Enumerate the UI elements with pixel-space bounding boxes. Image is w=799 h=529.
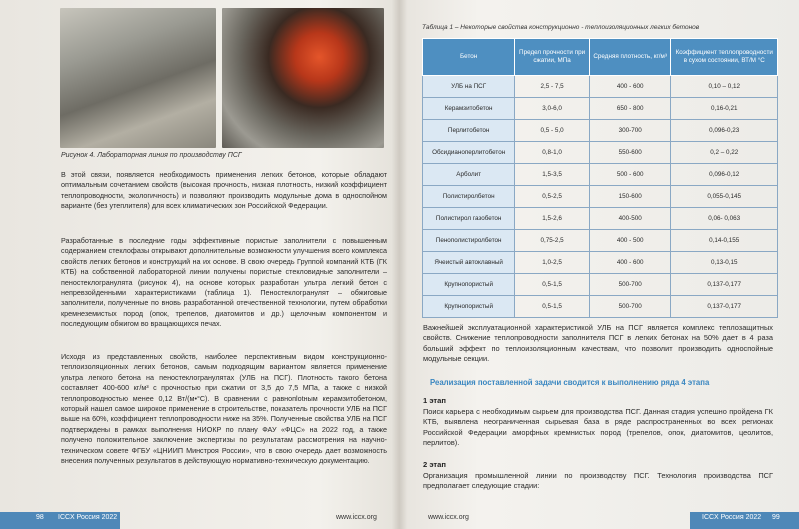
cell-concrete: Обсидианоперлитобетон — [423, 142, 515, 164]
cell-concrete: Арболит — [423, 164, 515, 186]
paragraph-3: Исходя из представленных свойств, наиболее перспективным видом конструкционно-теплоизоляционных легких бетонов, самым подходящим вариантом является применение ультра легкого бетона на пеностеклогранулятах (УЛБ на ПСГ). Плотность такого бетона составляет 400-600 кг/м³ с прочностью при сжатии от 3,5 до 7,5 МПа, а также с низкой теплопроводностью менее 0,12 Вт/(м•°С). В сравнении с равнопlotным керамзитобетоном, который нашел самое широкое применение в строительстве, показатель прочности УЛБ на ПСГ выше на 60%, коэффициент теплопроводности ниже на 35%. Полученные свойства УЛБ на ПСГ подтверждены в рамках выполнения НИОКР по плану ФАУ «ФЦС» на 2022 год, а также получено положительное заключение экспертизы по результатам рассмотрения на научно-техническом совете ФГБУ «ЦНИИП Минстроя России», что в свою очередь дает возможность внесения полученных результатов в действующую нормативно-техническую документацию. — [61, 352, 387, 466]
cell-density: 550-600 — [589, 142, 671, 164]
cell-strength: 1,5-3,5 — [515, 164, 590, 186]
paragraph-thermal: Важнейшей эксплуатационной характеристикой УЛБ на ПСГ является комплекс теплозащитных свойств. Снижение теплопроводности заполнителя ПСГ в легких бетонах на 50% дает в 4 раза больший эффект по теплоизоляционным качествам, что позволит производить односпойные модульные секции. — [423, 323, 773, 364]
cell-conductivity: 0,096-0,12 — [671, 164, 778, 186]
cell-strength: 0,5-1,5 — [515, 296, 590, 318]
cell-concrete: УЛБ на ПСГ — [423, 76, 515, 98]
cell-concrete: Крупнопористый — [423, 296, 515, 318]
table-header-row — [423, 39, 778, 76]
cell-strength: 3,0-6,0 — [515, 98, 590, 120]
cell-density: 400 - 600 — [589, 252, 671, 274]
cell-conductivity: 0,13-0,15 — [671, 252, 778, 274]
table-row — [423, 98, 778, 120]
page-number-right: 99 — [772, 514, 780, 521]
header-density: Средняя плотность, кг/м³ — [589, 39, 671, 76]
cell-density: 150-600 — [589, 186, 671, 208]
table-row — [423, 76, 778, 98]
cell-concrete: Керамзитобетон — [423, 98, 515, 120]
cell-density: 400 - 600 — [589, 76, 671, 98]
cell-density: 500-700 — [589, 274, 671, 296]
cell-density: 400 - 500 — [589, 230, 671, 252]
paragraph-1: В этой связи, появляется необходимость применения легких бетонов, которые обладают оптимальным сочетанием свойств (высокая прочность, низкая плотность, низкий коэффициент теплопроводности, экологичность) и позволяют производить модульные дома в односпойном варианте (без утеплителя) для всех климатических зон Российской Федерации. — [61, 170, 387, 211]
cell-concrete: Ячеистый автоклавный — [423, 252, 515, 274]
table-row — [423, 142, 778, 164]
cell-strength: 0,8-1,0 — [515, 142, 590, 164]
table-row — [423, 274, 778, 296]
cell-concrete: Полистиролбетон — [423, 186, 515, 208]
stage-1-text: Поиск карьера с необходимым сырьем для производства ПСГ. Данная стадия успешно пройдена ГК КТБ, выявлена неограниченная сырьевая база в ряде распространенных во всех регионах Российской Федерации аморфных кремнистых пород (трепелов, опок, диатомитов, цеолитов, перлитов). — [423, 407, 773, 448]
cell-density: 500-700 — [589, 296, 671, 318]
cell-strength: 1,0-2,5 — [515, 252, 590, 274]
table-row — [423, 230, 778, 252]
paragraph-2: Разработанные в последние годы эффективные пористые заполнители с повышенным содержанием стеклофазы открывают дополнительные возможности улучшения всего комплекса свойств легких бетонов и конструкций на их основе. В свою очередь Группой компаний КТБ (ГК КТБ) на собственной лабораторной линии получены пористые стекловидные заполнители – пеностеклогранулята (рисунок 4), на основе которых разработан ультра легкий бетон с непревзойденными характеристиками (таблица 1). Пеностеклогранулят – обжиговые заполнители, полученные по вновь разработанной отечественной технологии, путем обработки кремнеземистых пород (опок, трепелов, диатомитов и др.) щелочным компонентом и последующим обжигом во вращающихся печах. — [61, 236, 387, 329]
header-conductivity: Коэффициент теплопроводности в сухом состоянии, ВТ/М °С — [671, 39, 778, 76]
footer-title-left: ICCX Россия 2022 — [58, 514, 118, 521]
cell-concrete: Перлитобетон — [423, 120, 515, 142]
figure-caption: Рисунок 4. Лабораторная линия по производству ПСГ — [61, 152, 242, 159]
stage-2-text: Организация промышленной линии по производству ПСГ. Технология производства ПСГ предполагает следующие стадии: — [423, 471, 773, 491]
cell-conductivity: 0,096-0,23 — [671, 120, 778, 142]
right-page — [400, 0, 799, 529]
properties-table — [422, 38, 778, 318]
stage-2-title: 2 этап — [423, 460, 446, 469]
table-row — [423, 164, 778, 186]
cell-concrete: Полистирол газобетон — [423, 208, 515, 230]
cell-density: 650 - 800 — [589, 98, 671, 120]
cell-strength: 0,5 - 5,0 — [515, 120, 590, 142]
cell-conductivity: 0,055-0,145 — [671, 186, 778, 208]
cell-strength: 0,5-1,5 — [515, 274, 590, 296]
cell-conductivity: 0,137-0,177 — [671, 274, 778, 296]
table-row — [423, 296, 778, 318]
header-concrete: Бетон — [423, 39, 515, 76]
table-row — [423, 186, 778, 208]
cell-strength: 2,5 - 7,5 — [515, 76, 590, 98]
cell-density: 500 - 600 — [589, 164, 671, 186]
header-strength: Предел прочности при сжатии, МПа — [515, 39, 590, 76]
cell-strength: 0,5-2,5 — [515, 186, 590, 208]
table-caption: Таблица 1 – Некоторые свойства конструкционно - теплоизоляционных легких бетонов — [422, 24, 700, 31]
footer-title-right: ICCX Россия 2022 — [702, 514, 762, 521]
cell-conductivity: 0,16-0,21 — [671, 98, 778, 120]
table-row — [423, 252, 778, 274]
cell-conductivity: 0,14-0,155 — [671, 230, 778, 252]
table-row — [423, 120, 778, 142]
cell-concrete: Крупнопористый — [423, 274, 515, 296]
lab-line-photo-1 — [60, 8, 216, 148]
cell-conductivity: 0,10 – 0,12 — [671, 76, 778, 98]
cell-density: 400-500 — [589, 208, 671, 230]
cell-strength: 0,75-2,5 — [515, 230, 590, 252]
footer-url-right: www.iccx.org — [428, 514, 469, 521]
cell-density: 300-700 — [589, 120, 671, 142]
lab-line-photo-2 — [222, 8, 384, 148]
footer-url-left: www.iccx.org — [336, 514, 377, 521]
page-number-left: 98 — [36, 514, 44, 521]
left-page — [0, 0, 399, 529]
cell-conductivity: 0,2 – 0,22 — [671, 142, 778, 164]
cell-concrete: Пенополистиролбетон — [423, 230, 515, 252]
cell-strength: 1,5-2,6 — [515, 208, 590, 230]
cell-conductivity: 0,06- 0,063 — [671, 208, 778, 230]
table-row — [423, 208, 778, 230]
section-heading: Реализация поставленной задачи сводится к выполнению ряда 4 этапа — [430, 378, 710, 387]
stage-1-title: 1 этап — [423, 396, 446, 405]
cell-conductivity: 0,137-0,177 — [671, 296, 778, 318]
